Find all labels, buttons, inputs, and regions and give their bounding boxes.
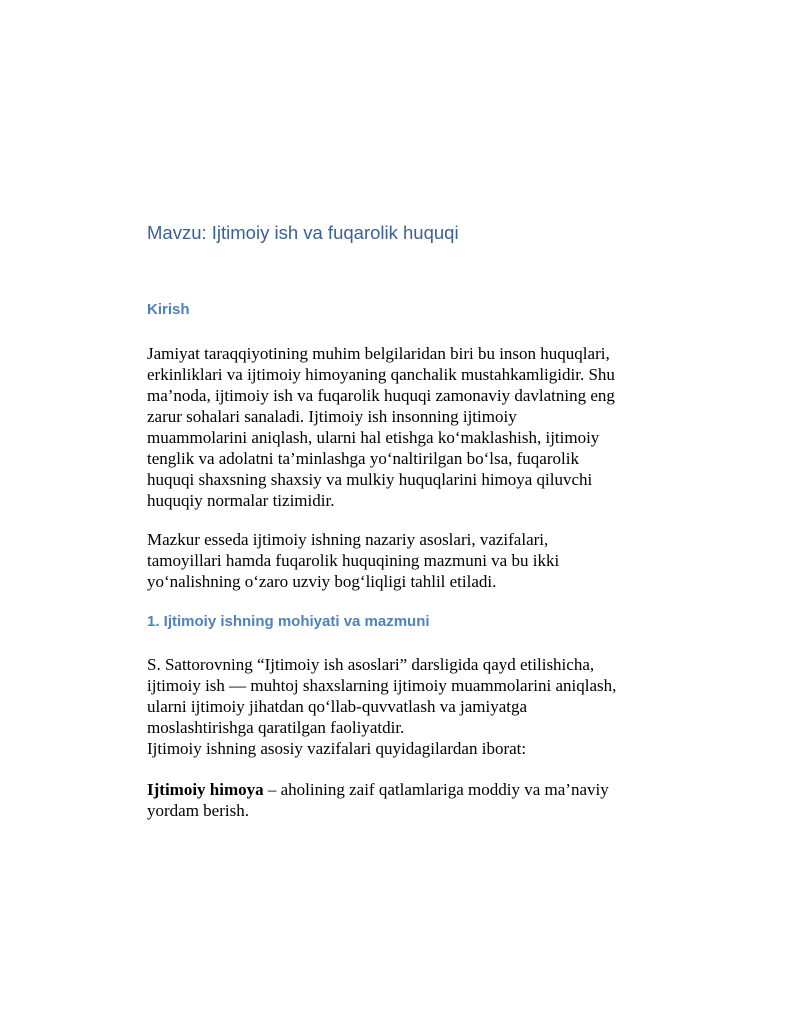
document-title: Mavzu: Ijtimoiy ish va fuqarolik huquqi	[147, 222, 459, 243]
paragraph-line: ma’noda, ijtimoiy ish va fuqarolik huquqi zamonaviy davlatning eng	[147, 386, 615, 405]
section-1-paragraph-1	[147, 654, 616, 759]
paragraph-line: Mazkur esseda ijtimoiy ishning nazariy asoslari, vazifalari,	[147, 530, 549, 549]
paragraph-line: huquqi shaxsning shaxsiy va mulkiy huquqlarini himoya qiluvchi	[147, 470, 593, 489]
paragraph-line: yo‘nalishning o‘zaro uzviy bog‘liqligi tahlil etiladi.	[147, 572, 497, 591]
paragraph-line: Jamiyat taraqqiyotining muhim belgilaridan biri bu inson huquqlari,	[147, 344, 610, 363]
item-term: Ijtimoiy himoya	[147, 780, 264, 799]
intro-paragraph-2	[147, 529, 559, 592]
paragraph-line: zarur sohalari sanaladi. Ijtimoiy ish insonning ijtimoiy	[147, 407, 517, 426]
paragraph-line: S. Sattorovning “Ijtimoiy ish asoslari” darsligida qayd etilishicha,	[147, 655, 595, 674]
heading-section-1: 1. Ijtimoiy ishning mohiyati va mazmuni	[147, 613, 430, 630]
item-description: – aholining zaif qatlamlariga moddiy va ma’naviy	[263, 780, 609, 799]
paragraph-line: erkinliklari va ijtimoiy himoyaning qanchalik mustahkamligidir. Shu	[147, 365, 615, 384]
heading-kirish: Kirish	[147, 301, 190, 318]
item-line: yordam berish.	[147, 801, 249, 820]
paragraph-line: moslashtirishga qaratilgan faoliyatdir.	[147, 718, 405, 737]
item-line	[147, 779, 609, 800]
section-1-item-ijtimoiy-himoya	[147, 779, 609, 821]
paragraph-line: huquqiy normalar tizimidir.	[147, 491, 335, 510]
paragraph-line: tamoyillari hamda fuqarolik huquqining mazmuni va bu ikki	[147, 551, 560, 570]
intro-paragraph-1	[147, 343, 615, 511]
paragraph-line: muammolarini aniqlash, ularni hal etishga ko‘maklashish, ijtimoiy	[147, 428, 600, 447]
paragraph-line: Ijtimoiy ishning asosiy vazifalari quyidagilardan iborat:	[147, 739, 527, 758]
paragraph-line: ularni ijtimoiy jihatdan qo‘llab-quvvatlash va jamiyatga	[147, 697, 528, 716]
paragraph-line: ijtimoiy ish — muhtoj shaxslarning ijtimoiy muammolarini aniqlash,	[147, 676, 617, 695]
paragraph-line: tenglik va adolatni ta’minlashga yo‘naltirilgan bo‘lsa, fuqarolik	[147, 449, 579, 468]
